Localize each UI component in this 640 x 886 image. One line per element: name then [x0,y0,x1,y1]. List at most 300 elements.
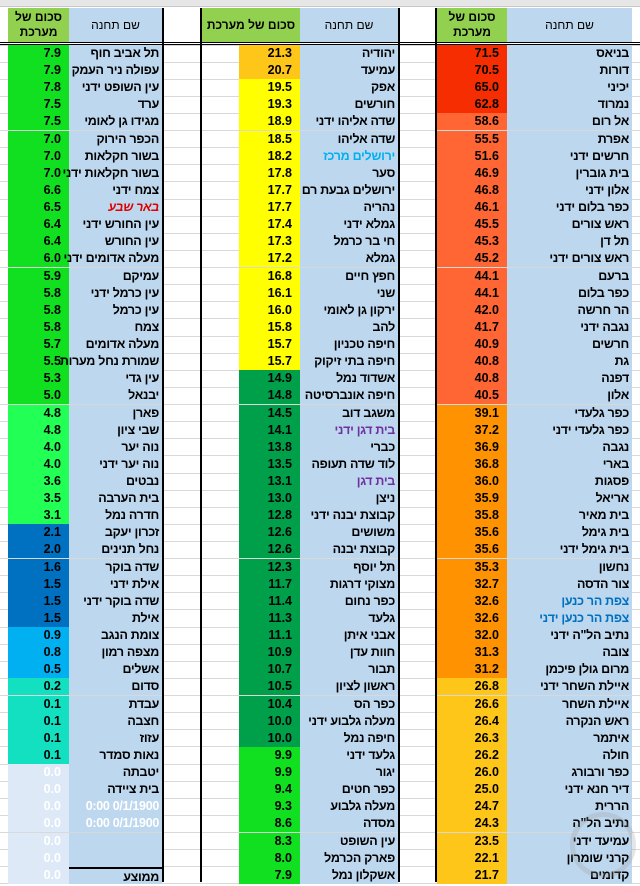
station-name-cell[interactable]: נגבה ידני [507,319,632,336]
station-value-cell[interactable]: 0.0 [8,764,69,781]
station-name-cell[interactable]: ערד [69,96,162,113]
station-value-cell[interactable]: 4.8 [8,422,69,439]
station-value-cell[interactable]: 21.7 [437,867,507,884]
station-value-cell[interactable]: 11.4 [239,593,300,610]
station-name-cell[interactable]: אשדוד נמל [300,370,398,387]
station-value-cell[interactable]: 14.8 [239,387,300,404]
station-name-cell[interactable]: צמח ידני [69,182,162,199]
station-value-cell[interactable]: 13.5 [239,456,300,473]
header-value-cell[interactable]: סכום של מערכת [437,8,507,42]
station-value-cell[interactable]: 14.1 [239,422,300,439]
station-name-cell[interactable]: סער [300,165,398,182]
station-value-cell[interactable]: 35.6 [437,541,507,558]
station-name-cell[interactable]: אלון ידני [507,182,632,199]
station-name-cell[interactable]: ראשון לציון [300,678,398,695]
station-value-cell[interactable]: 45.2 [437,250,507,267]
station-name-cell[interactable]: מעלה אדומים [69,336,162,353]
station-value-cell[interactable]: 40.8 [437,370,507,387]
station-value-cell[interactable]: 1.5 [8,576,69,593]
station-value-cell[interactable]: 15.7 [239,353,300,370]
station-name-cell[interactable]: חורשים [300,96,398,113]
station-name-cell[interactable]: בשור חקלאות ידני [69,165,162,182]
station-name-cell[interactable]: יכיני [507,79,632,96]
station-name-cell[interactable]: צמח [69,319,162,336]
station-name-cell[interactable]: נוה יער [69,439,162,456]
station-name-cell[interactable]: עפולה ניר העמק [69,62,162,79]
station-name-cell[interactable]: דיר חנא ידני [507,781,632,798]
header-name-cell[interactable]: שם תחנה [69,8,162,42]
station-value-cell[interactable]: 0.0 [8,815,69,832]
station-name-cell[interactable]: בארי [507,456,632,473]
station-value-cell[interactable]: 16.1 [239,285,300,302]
station-value-cell[interactable]: 71.5 [437,45,507,62]
station-name-cell[interactable]: עמיעד ידני [507,833,632,850]
station-name-cell[interactable]: שדה בוקר [69,559,162,576]
station-value-cell[interactable]: 36.9 [437,439,507,456]
station-name-cell[interactable]: אבני איתן [300,627,398,644]
station-value-cell[interactable]: 7.5 [8,96,69,113]
station-value-cell[interactable]: 4.8 [8,405,69,422]
station-value-cell[interactable]: 7.9 [8,62,69,79]
station-value-cell[interactable]: 70.5 [437,62,507,79]
station-value-cell[interactable]: 3.1 [8,507,69,524]
station-value-cell[interactable]: 5.9 [8,268,69,285]
station-name-cell[interactable]: כפר חטים [300,781,398,798]
station-name-cell[interactable]: איילת השחר [507,696,632,713]
station-value-cell[interactable]: 14.9 [239,370,300,387]
station-value-cell[interactable]: 17.2 [239,250,300,267]
station-value-cell[interactable]: 16.8 [239,268,300,285]
station-name-cell[interactable]: חרשים [507,336,632,353]
station-name-cell[interactable]: גלעד [300,610,398,627]
station-name-cell[interactable]: ראש צורים ידני [507,250,632,267]
station-name-cell[interactable]: חיפה בתי זיקוק [300,353,398,370]
station-value-cell[interactable]: 10.9 [239,644,300,661]
station-value-cell[interactable]: 14.5 [239,405,300,422]
station-name-cell[interactable]: חצבה [69,713,162,730]
station-value-cell[interactable]: 5.8 [8,302,69,319]
station-value-cell[interactable]: 26.0 [437,764,507,781]
station-value-cell[interactable]: 17.3 [239,233,300,250]
station-value-cell[interactable]: 24.3 [437,815,507,832]
station-name-cell[interactable]: תל דן [507,233,632,250]
station-value-cell[interactable]: 62.8 [437,96,507,113]
station-name-cell[interactable]: איתמר [507,730,632,747]
station-name-cell[interactable]: 0/1/1900 0:00 [69,815,162,832]
station-name-cell[interactable]: שבי ציון [69,422,162,439]
station-name-cell[interactable]: נוה יער ידני [69,456,162,473]
station-name-cell[interactable]: זכרון יעקב [69,524,162,541]
station-name-cell[interactable]: נבטים [69,473,162,490]
station-name-cell[interactable]: כפר הס [300,696,398,713]
station-value-cell[interactable]: 40.9 [437,336,507,353]
station-value-cell[interactable]: 13.8 [239,439,300,456]
station-name-cell[interactable]: סדום [69,678,162,695]
station-value-cell[interactable]: 10.5 [239,678,300,695]
station-name-cell[interactable]: כברי [300,439,398,456]
station-name-cell[interactable]: שדה אליהו [300,131,398,148]
station-value-cell[interactable]: 18.5 [239,131,300,148]
station-value-cell[interactable]: 9.3 [239,798,300,815]
station-name-cell[interactable]: מעלה גלבוע ידני [300,713,398,730]
station-name-cell[interactable]: חיפה טכניון [300,336,398,353]
station-value-cell[interactable]: 7.9 [239,867,300,884]
station-name-cell[interactable]: יטבתה [69,764,162,781]
station-value-cell[interactable]: 0.1 [8,730,69,747]
station-value-cell[interactable]: 17.4 [239,216,300,233]
station-name-cell[interactable]: חולה [507,747,632,764]
station-value-cell[interactable]: 35.3 [437,559,507,576]
station-value-cell[interactable]: 0.8 [8,644,69,661]
station-name-cell[interactable]: עין גדי [69,370,162,387]
station-name-cell[interactable]: עמיעד [300,62,398,79]
station-value-cell[interactable]: 1.6 [8,559,69,576]
station-name-cell[interactable]: ממוצע [69,867,162,884]
station-value-cell[interactable]: 6.0 [8,250,69,267]
station-value-cell[interactable]: 18.9 [239,113,300,130]
station-value-cell[interactable]: 6.4 [8,216,69,233]
station-name-cell[interactable]: פסגות [507,473,632,490]
station-value-cell[interactable]: 20.7 [239,62,300,79]
station-name-cell[interactable] [69,850,162,867]
station-value-cell[interactable]: 10.0 [239,713,300,730]
station-value-cell[interactable]: 26.3 [437,730,507,747]
header-name-cell[interactable]: שם תחנה [300,8,398,42]
station-name-cell[interactable]: עין החורש ידני [69,216,162,233]
station-name-cell[interactable]: קבוצת יבנה [300,541,398,558]
header-name-cell[interactable]: שם תחנה [507,8,632,42]
station-value-cell[interactable]: 12.6 [239,524,300,541]
station-name-cell[interactable]: צפת הר כנען ידני [507,610,632,627]
station-name-cell[interactable]: אפק [300,79,398,96]
station-name-cell[interactable]: נמרוד [507,96,632,113]
station-name-cell[interactable]: צור הדסה [507,576,632,593]
station-name-cell[interactable]: עין החורש [69,233,162,250]
station-name-cell[interactable]: כפר בלום ידני [507,199,632,216]
station-value-cell[interactable]: 24.7 [437,798,507,815]
station-value-cell[interactable]: 3.5 [8,490,69,507]
station-value-cell[interactable]: 6.4 [8,233,69,250]
station-value-cell[interactable]: 46.1 [437,199,507,216]
station-name-cell[interactable]: הכפר הירוק [69,131,162,148]
station-value-cell[interactable]: 6.5 [8,199,69,216]
station-name-cell[interactable]: מצפה רמון [69,644,162,661]
station-name-cell[interactable]: נגבה [507,439,632,456]
station-value-cell[interactable]: 35.9 [437,490,507,507]
station-name-cell[interactable]: משגב דוב [300,405,398,422]
station-name-cell[interactable]: בית דגן [300,473,398,490]
station-value-cell[interactable]: 25.0 [437,781,507,798]
station-name-cell[interactable]: הר חרשה [507,302,632,319]
station-name-cell[interactable]: שמורת נחל מערות [69,353,162,370]
station-name-cell[interactable]: קדומים [507,867,632,884]
station-value-cell[interactable]: 10.7 [239,661,300,678]
station-value-cell[interactable]: 0.1 [8,713,69,730]
station-value-cell[interactable]: 13.0 [239,490,300,507]
station-name-cell[interactable]: תל יוסף [300,559,398,576]
station-name-cell[interactable]: צובה [507,644,632,661]
station-name-cell[interactable]: פארן [69,405,162,422]
station-value-cell[interactable]: 7.8 [8,79,69,96]
station-name-cell[interactable]: בית הערבה [69,490,162,507]
station-value-cell[interactable]: 1.5 [8,610,69,627]
station-name-cell[interactable]: כפר נחום [300,593,398,610]
station-name-cell[interactable]: חי בר כרמל [300,233,398,250]
station-name-cell[interactable]: חוות עדן [300,644,398,661]
station-value-cell[interactable]: 0.2 [8,678,69,695]
station-name-cell[interactable]: איילת השחר ידני [507,678,632,695]
station-value-cell[interactable]: 65.0 [437,79,507,96]
station-name-cell[interactable]: מגידו גן לאומי [69,113,162,130]
station-value-cell[interactable]: 42.0 [437,302,507,319]
station-value-cell[interactable]: 7.9 [8,45,69,62]
station-name-cell[interactable]: יהודיה [300,45,398,62]
station-name-cell[interactable]: בשור חקלאות [69,148,162,165]
station-name-cell[interactable]: אל רום [507,113,632,130]
station-name-cell[interactable]: ברעם [507,268,632,285]
station-name-cell[interactable]: עין השופט ידני [69,79,162,96]
station-name-cell[interactable]: באר שבע [69,199,162,216]
station-name-cell[interactable]: נחל תנינים [69,541,162,558]
station-name-cell[interactable]: בניאס [507,45,632,62]
station-name-cell[interactable]: ירושלים גבעת רם [300,182,398,199]
station-name-cell[interactable]: מסדה [300,815,398,832]
station-name-cell[interactable]: כפר ורבורג [507,764,632,781]
station-name-cell[interactable]: חרשים ידני [507,148,632,165]
station-name-cell[interactable]: עבדת [69,696,162,713]
station-value-cell[interactable]: 4.0 [8,456,69,473]
station-name-cell[interactable]: עין השופט [300,833,398,850]
station-value-cell[interactable]: 5.7 [8,336,69,353]
station-name-cell[interactable]: אשלים [69,661,162,678]
station-value-cell[interactable]: 11.1 [239,627,300,644]
station-value-cell[interactable]: 17.7 [239,199,300,216]
station-name-cell[interactable]: כפר גלעדי ידני [507,422,632,439]
station-value-cell[interactable]: 44.1 [437,285,507,302]
station-name-cell[interactable]: בית מאיר [507,507,632,524]
station-name-cell[interactable]: נחשון [507,559,632,576]
station-name-cell[interactable]: בית דגן ידני [300,422,398,439]
station-name-cell[interactable]: ניצן [300,490,398,507]
station-value-cell[interactable]: 5.5 [8,353,69,370]
station-name-cell[interactable]: גת [507,353,632,370]
station-value-cell[interactable]: 1.5 [8,593,69,610]
station-value-cell[interactable]: 9.9 [239,747,300,764]
station-value-cell[interactable]: 9.9 [239,764,300,781]
station-value-cell[interactable]: 0.0 [8,867,69,884]
station-name-cell[interactable]: שדה בוקר ידני [69,593,162,610]
station-name-cell[interactable]: נתיב הל"ה [507,815,632,832]
station-value-cell[interactable]: 3.6 [8,473,69,490]
station-name-cell[interactable]: מעלה גלבוע [300,798,398,815]
station-value-cell[interactable]: 26.4 [437,713,507,730]
station-value-cell[interactable]: 5.8 [8,319,69,336]
station-value-cell[interactable]: 9.4 [239,781,300,798]
station-value-cell[interactable]: 7.5 [8,113,69,130]
station-value-cell[interactable]: 22.1 [437,850,507,867]
station-value-cell[interactable]: 8.6 [239,815,300,832]
station-value-cell[interactable]: 58.6 [437,113,507,130]
station-value-cell[interactable]: 40.8 [437,353,507,370]
station-name-cell[interactable]: צפת הר כנען [507,593,632,610]
station-value-cell[interactable]: 8.3 [239,833,300,850]
station-value-cell[interactable]: 37.2 [437,422,507,439]
station-name-cell[interactable]: חדרה נמל [69,507,162,524]
station-value-cell[interactable]: 8.0 [239,850,300,867]
station-value-cell[interactable]: 32.7 [437,576,507,593]
station-name-cell[interactable]: בית גימל [507,524,632,541]
station-value-cell[interactable]: 5.8 [8,285,69,302]
station-value-cell[interactable]: 26.8 [437,678,507,695]
station-value-cell[interactable]: 6.6 [8,182,69,199]
station-value-cell[interactable]: 7.0 [8,131,69,148]
station-value-cell[interactable]: 13.1 [239,473,300,490]
station-name-cell[interactable]: עין כרמל [69,302,162,319]
station-value-cell[interactable]: 41.7 [437,319,507,336]
station-value-cell[interactable]: 0.9 [8,627,69,644]
station-value-cell[interactable]: 19.5 [239,79,300,96]
station-name-cell[interactable]: נהריה [300,199,398,216]
station-value-cell[interactable]: 12.6 [239,541,300,558]
station-name-cell[interactable]: ראש צורים [507,216,632,233]
station-name-cell[interactable]: ירושלים מרכז [300,148,398,165]
station-value-cell[interactable]: 44.1 [437,268,507,285]
station-name-cell[interactable]: דפנה [507,370,632,387]
station-value-cell[interactable]: 2.0 [8,541,69,558]
station-value-cell[interactable]: 26.6 [437,696,507,713]
station-value-cell[interactable]: 17.8 [239,165,300,182]
station-value-cell[interactable]: 40.5 [437,387,507,404]
station-value-cell[interactable]: 17.7 [239,182,300,199]
station-name-cell[interactable]: משושים [300,524,398,541]
station-name-cell[interactable]: כפר בלום [507,285,632,302]
station-value-cell[interactable]: 11.3 [239,610,300,627]
station-name-cell[interactable]: ראש הנקרה [507,713,632,730]
station-value-cell[interactable]: 10.4 [239,696,300,713]
station-name-cell[interactable]: צומת הנגב [69,627,162,644]
station-value-cell[interactable]: 16.0 [239,302,300,319]
station-name-cell[interactable]: אשקלון נמל [300,867,398,884]
station-name-cell[interactable]: יגור [300,764,398,781]
station-name-cell[interactable] [69,833,162,850]
station-name-cell[interactable]: עמיקם [69,268,162,285]
header-value-cell[interactable]: סכום של מערכת [8,8,69,42]
station-name-cell[interactable]: שדה אליהו ידני [300,113,398,130]
station-value-cell[interactable]: 0.0 [8,798,69,815]
station-name-cell[interactable]: כפר גלעדי [507,405,632,422]
station-value-cell[interactable]: 36.8 [437,456,507,473]
station-value-cell[interactable]: 0.0 [8,850,69,867]
station-value-cell[interactable]: 0.0 [8,781,69,798]
station-value-cell[interactable]: 11.7 [239,576,300,593]
station-name-cell[interactable]: קרני שומרון [507,850,632,867]
station-value-cell[interactable]: 55.5 [437,131,507,148]
station-value-cell[interactable]: 0.0 [8,833,69,850]
station-value-cell[interactable]: 10.0 [239,730,300,747]
station-name-cell[interactable]: מעלה אדומים ידני [69,250,162,267]
station-value-cell[interactable]: 5.0 [8,387,69,404]
station-value-cell[interactable]: 46.9 [437,165,507,182]
station-name-cell[interactable]: להב [300,319,398,336]
station-value-cell[interactable]: 26.2 [437,747,507,764]
station-name-cell[interactable]: עזוז [69,730,162,747]
station-name-cell[interactable]: מרום גולן פיכמן [507,661,632,678]
station-value-cell[interactable]: 2.1 [8,524,69,541]
station-value-cell[interactable]: 12.3 [239,559,300,576]
station-value-cell[interactable]: 31.2 [437,661,507,678]
station-name-cell[interactable]: תל אביב חוף [69,45,162,62]
station-name-cell[interactable]: בית גוברין [507,165,632,182]
station-value-cell[interactable]: 15.8 [239,319,300,336]
station-value-cell[interactable]: 0.5 [8,661,69,678]
station-value-cell[interactable]: 7.0 [8,165,69,182]
station-value-cell[interactable]: 36.0 [437,473,507,490]
station-name-cell[interactable]: אפרת [507,131,632,148]
station-name-cell[interactable]: בית גימל ידני [507,541,632,558]
station-value-cell[interactable]: 19.3 [239,96,300,113]
station-value-cell[interactable]: 35.8 [437,507,507,524]
station-value-cell[interactable]: 32.6 [437,610,507,627]
station-value-cell[interactable]: 4.0 [8,439,69,456]
station-name-cell[interactable]: שני [300,285,398,302]
station-name-cell[interactable]: אילת ידני [69,576,162,593]
station-value-cell[interactable]: 15.7 [239,336,300,353]
station-name-cell[interactable]: ירקון גן לאומי [300,302,398,319]
station-name-cell[interactable]: 0/1/1900 0:00 [69,798,162,815]
station-name-cell[interactable]: חיפה נמל [300,730,398,747]
station-name-cell[interactable]: אילת [69,610,162,627]
station-name-cell[interactable]: מצוקי דרגות [300,576,398,593]
station-value-cell[interactable]: 7.0 [8,148,69,165]
station-name-cell[interactable]: נאות סמדר [69,747,162,764]
station-name-cell[interactable]: יבנאל [69,387,162,404]
station-name-cell[interactable]: חיפה אונברסיטה [300,387,398,404]
station-value-cell[interactable]: 5.3 [8,370,69,387]
station-value-cell[interactable]: 45.3 [437,233,507,250]
station-name-cell[interactable]: אריאל [507,490,632,507]
station-value-cell[interactable]: 18.2 [239,148,300,165]
station-value-cell[interactable]: 39.1 [437,405,507,422]
station-name-cell[interactable]: לוד שדה תעופה [300,456,398,473]
station-value-cell[interactable]: 32.6 [437,593,507,610]
station-value-cell[interactable]: 45.5 [437,216,507,233]
station-name-cell[interactable]: גמלא ידני [300,216,398,233]
station-value-cell[interactable]: 31.3 [437,644,507,661]
station-name-cell[interactable]: גלעד ידני [300,747,398,764]
station-value-cell[interactable]: 46.8 [437,182,507,199]
station-name-cell[interactable]: עין כרמל ידני [69,285,162,302]
station-name-cell[interactable]: נתיב הל"ה ידני [507,627,632,644]
station-name-cell[interactable]: אלון [507,387,632,404]
station-value-cell[interactable]: 0.1 [8,747,69,764]
station-value-cell[interactable]: 21.3 [239,45,300,62]
station-value-cell[interactable]: 32.0 [437,627,507,644]
station-value-cell[interactable]: 35.6 [437,524,507,541]
station-name-cell[interactable]: גמלא [300,250,398,267]
station-value-cell[interactable]: 51.6 [437,148,507,165]
station-value-cell[interactable]: 12.8 [239,507,300,524]
station-value-cell[interactable]: 0.1 [8,696,69,713]
station-name-cell[interactable]: קבוצת יבנה ידני [300,507,398,524]
station-name-cell[interactable]: הררית [507,798,632,815]
station-value-cell[interactable]: 23.5 [437,833,507,850]
station-name-cell[interactable]: בית ציידה [69,781,162,798]
station-name-cell[interactable]: דורות [507,62,632,79]
header-value-cell[interactable]: סכום של מערכת [202,8,300,42]
station-name-cell[interactable]: חפץ חיים [300,268,398,285]
station-name-cell[interactable]: תבור [300,661,398,678]
station-name-cell[interactable]: פארק הכרמל [300,850,398,867]
